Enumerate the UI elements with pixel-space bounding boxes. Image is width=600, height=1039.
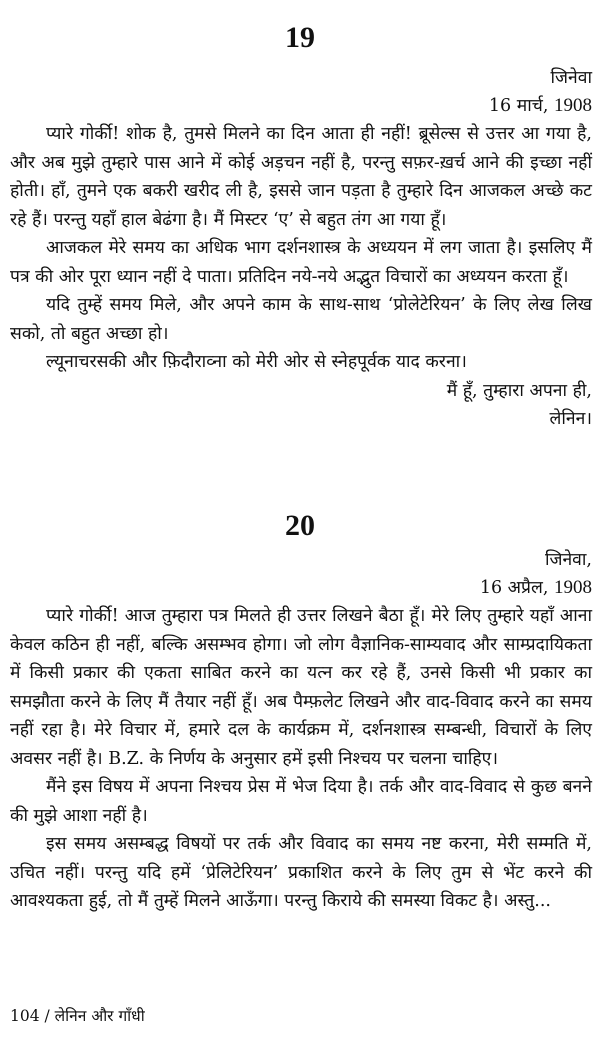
paragraph: मैंने इस विषय में अपना निश्चय प्रेस में भेज दिया है। तर्क और वाद-विवाद से कुछ बनने की मुझे आशा नहीं है।: [10, 777, 592, 826]
letter-place: जिनेवा: [550, 68, 592, 88]
letter-place: जिनेवा,: [544, 550, 592, 570]
date-year: 1908: [554, 577, 592, 598]
letter-date: [0, 92, 600, 120]
date-year: 1908: [554, 95, 592, 116]
letter-date: [0, 574, 600, 602]
signature: लेनिन।: [549, 408, 592, 429]
letter-number: 20: [285, 509, 315, 542]
letter-number: 19: [285, 21, 315, 54]
date-day: 16 मार्च,: [488, 96, 549, 116]
paragraph: ल्यूनाचरसकी और फ़िदौराव्ना को मेरी ओर से स्नेहपूर्वक याद करना।: [46, 352, 467, 372]
closing-line: मैं हूँ, तुम्हारा अपना ही,: [446, 380, 592, 401]
letter-20: [0, 508, 600, 916]
paragraph: इस समय असम्बद्ध विषयों पर तर्क और विवाद का समय नष्ट करना, मेरी सम्मति में, उचित नहीं। परन्तु यदि हमें ‘प्रेलिटेरियन’ प्रकाशित करने के लिए तुम से भेंट करने की आवश्यकता हुई, तो मैं तुम्हें मिलने आऊँगा। परन्तु किराये की समस्या विकट है। अस्तु...: [10, 834, 592, 911]
paragraph: यदि तुम्हें समय मिले, और अपने काम के साथ-साथ ‘प्रोलेटेरियन’ के लिए लेख लिख सको, तो बहुत अच्छा हो।: [10, 295, 592, 344]
paragraph: आजकल मेरे समय का अधिक भाग दर्शनशास्त्र के अध्ययन में लग जाता है। इसलिए मैं पत्र की ओर पूरा ध्यान नहीं दे पाता। प्रतिदिन नये-नये अद्भुत विचारों का अध्ययन करता हूँ।: [10, 238, 592, 287]
date-day: 16 अप्रैल,: [479, 578, 549, 598]
letter-19: [0, 20, 600, 433]
paragraph: प्यारे गोर्की! शोक है, तुमसे मिलने का दिन आता ही नहीं! ब्रूसेल्स से उत्तर आ गया है, और अब मुझे तुम्हारे पास आने में कोई अड़चन नहीं है, परन्तु सफ़र-ख़र्च आने की इच्छा नहीं होती। हाँ, तुमने एक बकरी खरीद ली है, इससे जान पड़ता है तुम्हारे दिन आजकल अच्छे कट रहे हैं। परन्तु यहाँ हाल बेढंगा है। मैं मिस्टर ‘ए’ से बहुत तंग आ गया हूँ।: [10, 124, 592, 230]
paragraph: प्यारे गोर्की! आज तुम्हारा पत्र मिलते ही उत्तर लिखने बैठा हूँ। मेरे लिए तुम्हारे यहाँ आना केवल कठिन ही नहीं, बल्कि असम्भव होगा। जो लोग वैज्ञानिक-साम्यवाद और साम्प्रदायिकता में किसी प्रकार की एकता साबित करने का यत्न कर रहे हैं, उनसे किसी भी प्रकार का समझौता करने के लिए मैं तैयार नहीं हूँ। अब पैम्फ़लेट लिखने और वाद-विवाद करने का समय नहीं रहा है। मेरे विचार में, हमारे दल के कार्यक्रम में, दर्शनशास्त्र सम्बन्धी, विचारों के लिए अवसर नहीं है। B.Z. के निर्णय के अनुसार हमें इसी निश्चय पर चलना चाहिए।: [10, 606, 592, 769]
page-footer: 104 / लेनिन और गाँधी: [10, 1007, 145, 1025]
